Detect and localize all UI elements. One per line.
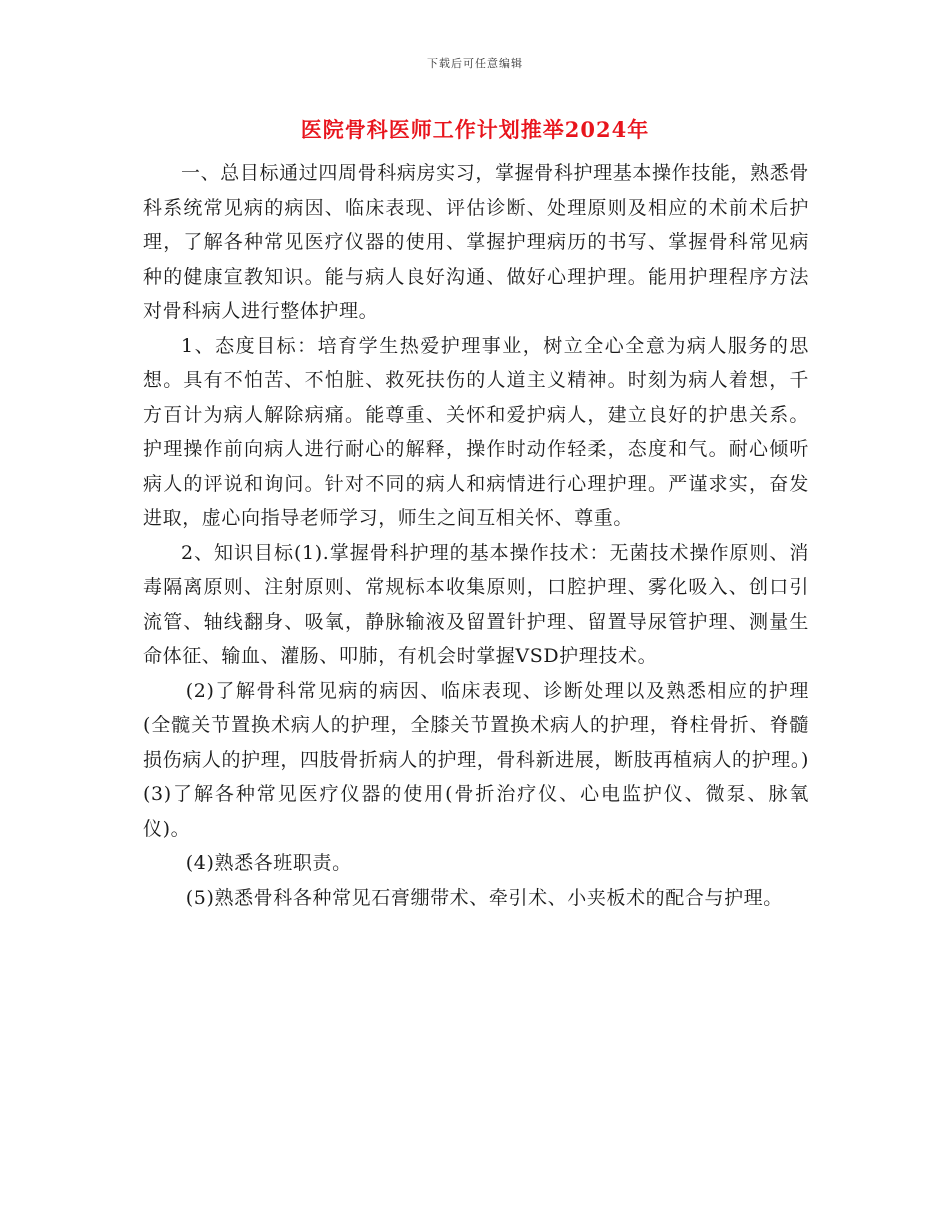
paragraph-shift-duties: (4)熟悉各班职责。 bbox=[185, 852, 352, 874]
paragraph-overall-goal: 一、总目标通过四周骨科病房实习，掌握骨科护理基本操作技能，熟悉骨科系统常见病的病因、临床表现、评估诊断、处理原则及相应的术前术后护理，了解各种常见医疗仪器的使用、掌握护理病历的书写、掌握骨科常见病种的健康宣教知识。能与病人良好沟通、做好心理护理。能用护理程序方法对骨科病人进行整体护理。 bbox=[143, 162, 809, 322]
paragraph-attitude-goal: 1、态度目标：培育学生热爱护理事业，树立全心全意为病人服务的思想。具有不怕苦、不怕脏、救死扶伤的人道主义精神。时刻为病人着想，千方百计为病人解除病痛。能尊重、关怀和爱护病人，建立良好的护患关系。护理操作前向病人进行耐心的解释，操作时动作轻柔，态度和气。耐心倾听病人的评说和询问。针对不同的病人和病情进行心理护理。严谨求实，奋发进取，虚心向指导老师学习，师生之间互相关怀、尊重。 bbox=[143, 334, 809, 529]
paragraph-casting-traction: (5)熟悉骨科各种常见石膏绷带术、牵引术、小夹板术的配合与护理。 bbox=[185, 886, 783, 909]
header-note: 下载后可任意编辑 bbox=[427, 57, 523, 70]
document-title: 医院骨科医师工作计划推举2024年 bbox=[300, 117, 650, 142]
paragraph-knowledge-goal: 2、知识目标(1).掌握骨科护理的基本操作技术：无菌技术操作原则、消毒隔离原则、注射原则、常规标本收集原则，口腔护理、雾化吸入、创口引流管、轴线翻身、吸氧，静脉输液及留置针护理、留置导尿管护理、测量生命体征、输血、灌肠、叩肺，有机会时掌握VSD护理技术。 bbox=[143, 541, 809, 667]
document-body bbox=[143, 156, 809, 915]
paragraph-common-diseases: (2)了解骨科常见病的病因、临床表现、诊断处理以及熟悉相应的护理(全髋关节置换术病人的护理，全膝关节置换术病人的护理，脊柱骨折、脊髓损伤病人的护理，四肢骨折病人的护理，骨科新进展，断肢再植病人的护理。)(3)了解各种常见医疗仪器的使用(骨折治疗仪、心电监护仪、微泵、脉氧仪)。 bbox=[143, 679, 809, 840]
